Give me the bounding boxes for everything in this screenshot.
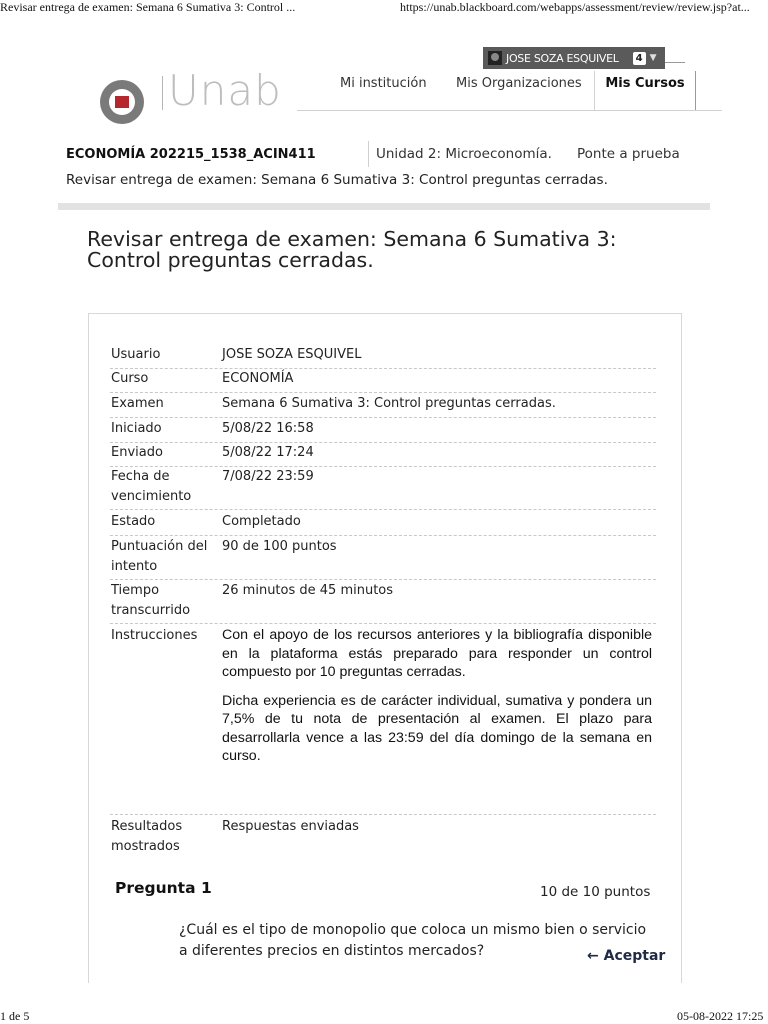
- detail-value: ECONOMÍA: [222, 371, 294, 386]
- detail-label: Estado: [111, 514, 156, 529]
- nav-tab-mis-cursos-label: Mis Cursos: [605, 76, 685, 91]
- detail-label: Curso: [111, 371, 149, 386]
- unab-logo-icon[interactable]: [100, 80, 144, 124]
- instructions-paragraph: Dicha experiencia es de carácter individual, sumativa y pondera un 7,5% de tu nota de presentación al examen. El plazo para desarrollarla vence a las 23:59 del día domingo de la semana en curso.: [222, 692, 652, 764]
- detail-row-resultados: [110, 817, 656, 859]
- question-text: ¿Cuál es el tipo de monopolio que coloca un mismo bien o servicio a diferentes precios en distintos mercados?: [179, 922, 647, 959]
- detail-row-tiempo: [110, 581, 656, 624]
- detail-value: Respuestas enviadas: [222, 819, 359, 834]
- detail-row-usuario: [110, 345, 656, 369]
- detail-row-examen: [110, 394, 656, 418]
- nav-underline: [297, 110, 722, 111]
- detail-value: 26 minutos de 45 minutos: [222, 583, 394, 598]
- print-header-title: Revisar entrega de examen: Semana 6 Sumativa 3: Control ...: [0, 0, 296, 14]
- logo-divider: [162, 76, 163, 110]
- breadcrumb-divider: [368, 141, 369, 167]
- notification-badge[interactable]: 4: [633, 52, 646, 65]
- logo-text[interactable]: Unab: [168, 66, 282, 115]
- nav-tab-mis-organizaciones[interactable]: Mis Organizaciones: [456, 76, 582, 91]
- user-avatar-icon: [488, 51, 502, 65]
- detail-label: Tiempo transcurrido: [111, 583, 191, 618]
- nav-tab-mi-institucion[interactable]: Mi institución: [340, 76, 427, 91]
- detail-row-curso: [110, 369, 656, 393]
- detail-value: JOSE SOZA ESQUIVEL: [222, 347, 362, 362]
- breadcrumb-current-page: Revisar entrega de examen: Semana 6 Sumativa 3: Control preguntas cerradas.: [66, 172, 608, 188]
- detail-value: Completado: [222, 514, 301, 529]
- breadcrumb-course[interactable]: ECONOMÍA 202215_1538_ACIN411: [66, 147, 316, 162]
- print-header-url: https://unab.blackboard.com/webapps/assessment/review/review.jsp?at...: [400, 0, 750, 14]
- nav-tab-mis-cursos[interactable]: [594, 71, 696, 111]
- detail-label: Instrucciones: [111, 628, 198, 643]
- detail-row-instrucciones: [110, 626, 656, 815]
- header-divider: [665, 62, 685, 63]
- detail-row-iniciado: [110, 419, 656, 443]
- print-footer-datetime: 05-08-2022 17:25: [677, 1009, 764, 1023]
- breadcrumb-unit[interactable]: Unidad 2: Microeconomía.: [376, 146, 552, 162]
- detail-value: 5/08/22 17:24: [222, 445, 314, 460]
- print-footer-page: 1 de 5: [0, 1009, 30, 1023]
- breadcrumb-section[interactable]: Ponte a prueba: [577, 146, 680, 162]
- detail-label: Resultados mostrados: [111, 819, 183, 854]
- detail-value: 7/08/22 23:59: [222, 469, 314, 484]
- user-name: JOSE SOZA ESQUIVEL: [506, 51, 619, 65]
- instructions-paragraph: Con el apoyo de los recursos anteriores y la bibliografía disponible en la plataforma estás preparado para responder un control compuesto por 10 preguntas cerradas.: [222, 627, 652, 680]
- detail-row-puntuacion: [110, 537, 656, 580]
- detail-row-estado: [110, 512, 656, 536]
- page-title: Revisar entrega de examen: Semana 6 Sumativa 3: Control preguntas cerradas.: [87, 227, 617, 272]
- instructions-text: [222, 626, 652, 766]
- detail-label: Usuario: [111, 347, 161, 362]
- question-title: Pregunta 1: [115, 879, 212, 897]
- chevron-down-icon[interactable]: ▼: [649, 53, 657, 63]
- detail-value: 90 de 100 puntos: [222, 539, 337, 554]
- breadcrumb-separator-band: [58, 203, 710, 210]
- detail-value: Semana 6 Sumativa 3: Control preguntas cerradas.: [222, 396, 556, 411]
- detail-row-fecha-vencimiento: [110, 467, 656, 510]
- user-menu[interactable]: [483, 47, 665, 69]
- detail-label: Puntuación del intento: [111, 539, 208, 574]
- detail-row-enviado: [110, 443, 656, 467]
- answer-accepted-marker: ← Aceptar: [587, 948, 666, 964]
- detail-value: 5/08/22 16:58: [222, 421, 314, 436]
- detail-label: Fecha de vencimiento: [111, 469, 192, 504]
- detail-label: Iniciado: [111, 421, 162, 436]
- question-score: 10 de 10 puntos: [540, 884, 651, 900]
- detail-label: Examen: [111, 396, 164, 411]
- detail-label: Enviado: [111, 445, 163, 460]
